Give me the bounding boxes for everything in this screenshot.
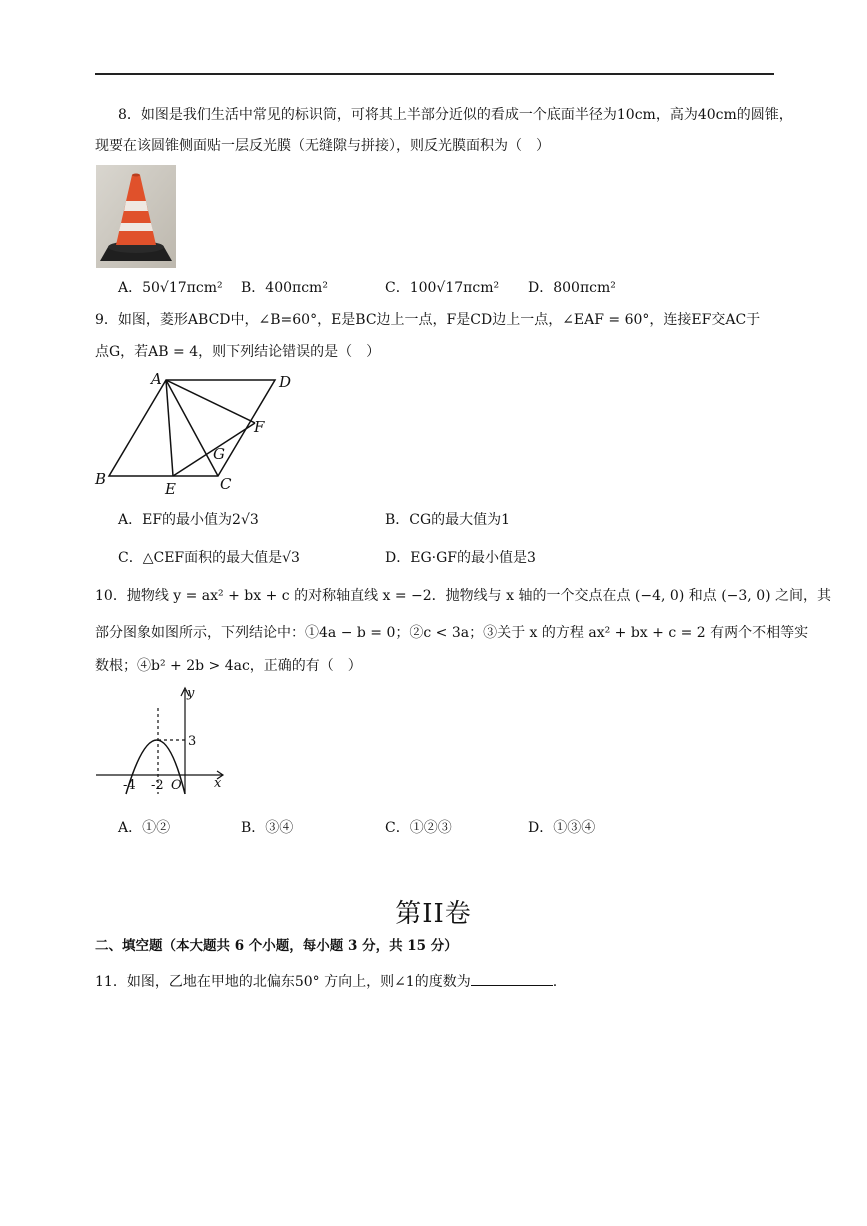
q11-line — [95, 973, 557, 989]
vertex-e-label: E — [165, 480, 176, 498]
q10-option-c: C．①②③ — [385, 820, 452, 836]
q8-option-c: C．100√17πcm² — [385, 280, 500, 296]
vertex-c-label: C — [220, 475, 232, 493]
parabola-graph — [92, 682, 232, 797]
q8-line-1: 8．如图是我们生活中常见的标识筒，可将其上半部分近似的看成一个底面半径为10cm，高为40cm的圆锥， — [118, 107, 793, 123]
section-heading: 二、填空题（本大题共 6 个小题，每小题 3 分，共 15 分） — [95, 938, 458, 954]
tick-neg2-label: -2 — [151, 778, 164, 793]
q9-line-2: 点G，若AB = 4，则下列结论错误的是（ ） — [95, 344, 381, 360]
q8-line-2: 现要在该圆锥侧面贴一层反光膜（无缝隙与拼接），则反光膜面积为（ ） — [95, 138, 550, 154]
q8-option-d: D．800πcm² — [528, 280, 616, 296]
q10-option-d: D．①③④ — [528, 820, 596, 836]
y-axis-label: y — [187, 686, 195, 701]
q9-option-c: C．△CEF面积的最大值是√3 — [118, 550, 300, 566]
q10-option-a: A．①② — [118, 820, 171, 836]
q9-option-d: D．EG·GF的最小值是3 — [385, 550, 536, 566]
tick-neg4-label: -4 — [123, 778, 136, 793]
q10-line-1: 10．抛物线 y = ax² + bx + c 的对称轴直线 x = −2．抛物线与 x 轴的一个交点在点 (−4, 0) 和点 (−3, 0) 之间，其 — [95, 588, 832, 604]
q10-line-2: 部分图象如图所示，下列结论中：①4a − b = 0；②c < 3a；③关于 x 的方程 ax² + bx + c = 2 有两个不相等实 — [95, 625, 809, 641]
q8-option-a: A．50√17πcm² — [118, 280, 223, 296]
section-title: 第II卷 — [395, 899, 472, 929]
q9-line-1: 9．如图，菱形ABCD中，∠B=60°，E是BC边上一点，F是CD边上一点，∠EAF = 60°，连接EF交AC于 — [95, 312, 761, 328]
x-axis-label: x — [214, 776, 222, 791]
origin-label: O — [171, 778, 182, 793]
q9-option-a: A．EF的最小值为2√3 — [118, 512, 259, 528]
vertex-f-label: F — [254, 418, 265, 436]
q10-option-b: B．③④ — [241, 820, 294, 836]
q9-option-b: B．CG的最大值为1 — [385, 512, 511, 528]
header-rule — [95, 73, 774, 75]
vertex-b-label: B — [95, 470, 107, 488]
q11-text: 11．如图，乙地在甲地的北偏东50° 方向上，则∠1的度数为 — [95, 974, 471, 990]
q11-end: . — [552, 974, 558, 990]
vertex-g-label: G — [213, 445, 225, 463]
q10-line-3: 数根；④b² + 2b > 4ac，正确的有（ ） — [95, 658, 362, 674]
tick-3-label: 3 — [188, 734, 197, 749]
rhombus-figure — [92, 368, 307, 498]
q8-option-b: B．400πcm² — [241, 280, 328, 296]
traffic-cone-photo — [96, 165, 176, 268]
q11-answer-blank — [471, 973, 553, 986]
vertex-a-label: A — [151, 370, 162, 388]
vertex-d-label: D — [279, 373, 292, 391]
